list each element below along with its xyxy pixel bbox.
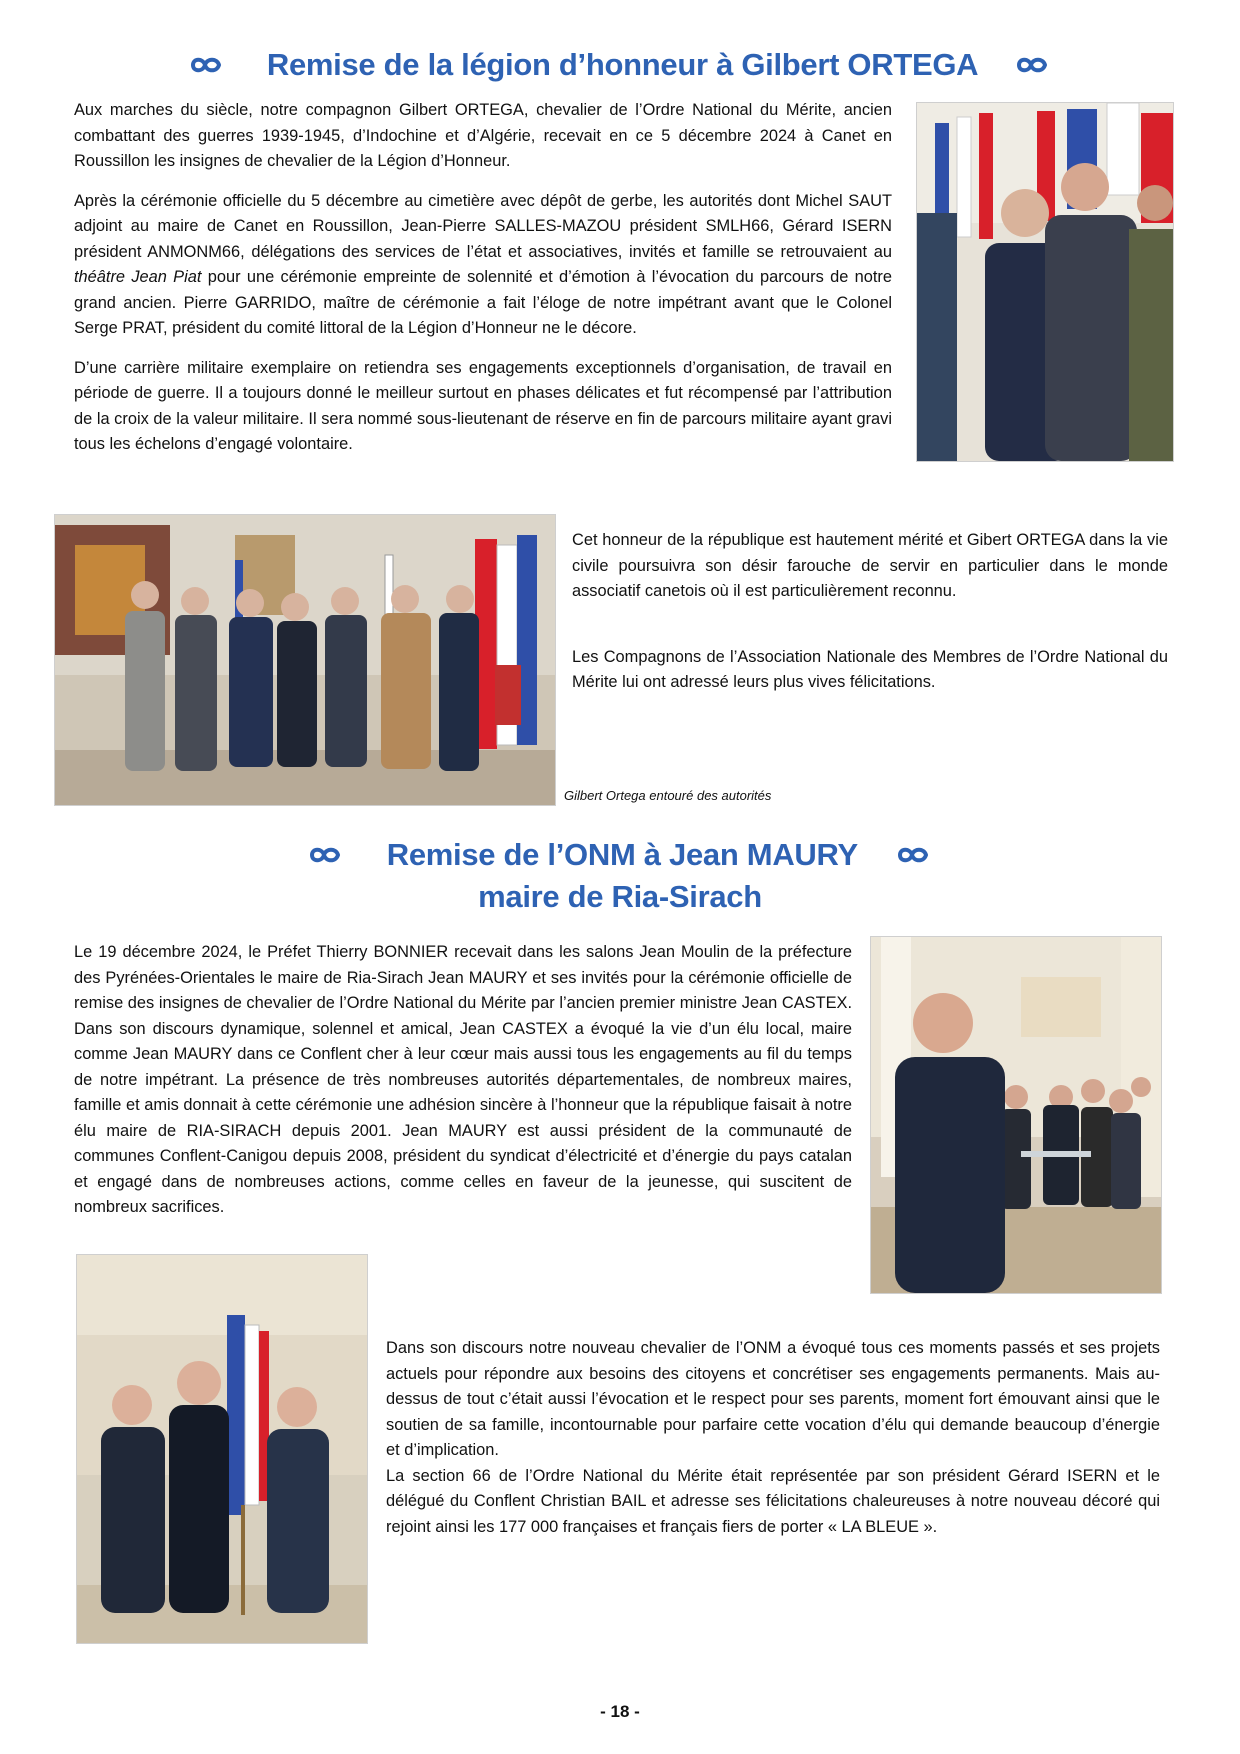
section1-paragraph-4: Cet honneur de la république est hautement mérité et Gibert ORTEGA dans la vie civile poursuivra son désir farouche de servir en particulier dans le monde associatif canetois où il est particulièrement reconnu. (572, 531, 1168, 600)
section1-paragraph-1: Aux marches du siècle, notre compagnon Gilbert ORTEGA, chevalier de l’Ordre National du Mérite, ancien combattant des guerres 1939-1945, d’Indochine et d’Algérie, recevait en ce 5 décembre 2024 à Canet en Roussillon les insignes de chevalier de la Légion d’Honneur. (74, 101, 892, 170)
section2-text-side (386, 1336, 1160, 1554)
section1-paragraph-2 (74, 189, 892, 342)
ornament-left-icon-2 (308, 836, 344, 878)
section2-title: Remise de l’ONM à Jean MAURY (386, 837, 858, 872)
photo-group-authorities (54, 514, 556, 806)
photo-decoration-ceremony (916, 102, 1174, 462)
section1-paragraph-3: D’une carrière militaire exemplaire on retiendra ses engagements exceptionnels d’organisation, de travail en période de guerre. Il a toujours donné le meilleur surtout en phases délicates et fut récompensé par l’attribution de la croix de la valeur militaire. Il sera nommé sous-lieutenant de réserve en fin de parcours militaire ayant gravi tous les échelons d’engagé volontaire. (74, 358, 892, 453)
section2-paragraph-3: La section 66 de l’Ordre National du Mérite était représentée par son président Gérard ISERN et le délégué du Conflent Christian BAIL et adresse ses félicitations chaleureuses à notre nouveau décoré qui rejoint ainsi les 177 000 françaises et français fiers de porter « LA BLEUE ». (386, 1466, 1160, 1536)
photo-three-men (76, 1254, 368, 1644)
theatre-name: théâtre Jean Piat (74, 268, 202, 286)
ornament-right-icon (1015, 46, 1051, 88)
section1-text-side (572, 528, 1168, 710)
ornament-right-icon-2 (896, 836, 932, 878)
section1-paragraph-5: Les Compagnons de l’Association Nationale des Membres de l’Ordre National du Mérite lui ont adressé leurs plus vives félicitations. (572, 647, 1168, 691)
photo-caption: Gilbert Ortega entouré des autorités (564, 788, 772, 803)
section2-text-top (74, 940, 852, 1235)
section1-text-top (74, 98, 892, 472)
ornament-left-icon (189, 46, 225, 88)
section2-title-row (60, 834, 1180, 878)
section1-paragraph-2a: Après la cérémonie officielle du 5 décembre au cimetière avec dépôt de gerbe, les autorités dont Michel SAUT adjoint au maire de Canet en Roussillon, Jean-Pierre SALLES-MAZOU président SMLH66, Gérard ISERN président ANMONM66, délégations des services de l’état et associatives, invités et famille se retrouvaient au (74, 191, 892, 261)
photo-speech (870, 936, 1162, 1294)
section2-subtitle: maire de Ria-Sirach (478, 879, 762, 914)
page-number: - 18 - (600, 1702, 640, 1721)
section1-paragraph-2b: pour une cérémonie empreinte de solennité et d’émotion à l’évocation du parcours de notre grand ancien. Pierre GARRIDO, maître de cérémonie a fait l’éloge de notre impétrant avant que le Colonel Serge PRAT, président du comité littoral de la Légion d’Honneur ne le décore. (74, 268, 892, 337)
section2-paragraph-2: Dans son discours notre nouveau chevalier de l’ONM a évoqué tous ces moments passés et ses projets actuels pour répondre aux besoins des citoyens et concrétiser ses engagements permanents. Mais au-dessus de tout c’était aussi l’évocation et le respect pour ses parents, moment fort émouvant ainsi que le soutien de sa famille, incontournable pour parfaire cette vocation d’élu qui demande beaucoup d’énergie et d’implication. (386, 1339, 1160, 1459)
section2-paragraph-1: Le 19 décembre 2024, le Préfet Thierry BONNIER recevait dans les salons Jean Moulin de la préfecture des Pyrénées-Orientales le maire de Ria-Sirach Jean MAURY et ses invités pour la cérémonie officielle de remise des insignes de chevalier de l’Ordre National du Mérite par l’ancien premier ministre Jean CASTEX. Dans son discours dynamique, solennel et amical, Jean CASTEX a évoqué la vie d’un élu local, maire comme Jean MAURY dans ce Conflent cher à leur cœur mais aussi tous les engagements au fil du temps de notre impétrant. La présence de très nombreuses autorités départementales, de nombreux maires, famille et amis donnait à cette cérémonie une adhésion sincère à l’honneur que la république faisait à notre élu maire de RIA-SIRACH depuis 2001. Jean MAURY est aussi président de la communauté de communes Conflent-Canigou depuis 2008, président du syndicat d’électricité et d’énergie du pays catalan et engagé dans de nombreuses actions, comme celles en faveur de la jeunesse, qui suscitent de nombreux sacrifices. (74, 943, 852, 1216)
section1-title-row (60, 44, 1180, 88)
section1-title: Remise de la légion d’honneur à Gilbert ORTEGA (266, 47, 978, 82)
